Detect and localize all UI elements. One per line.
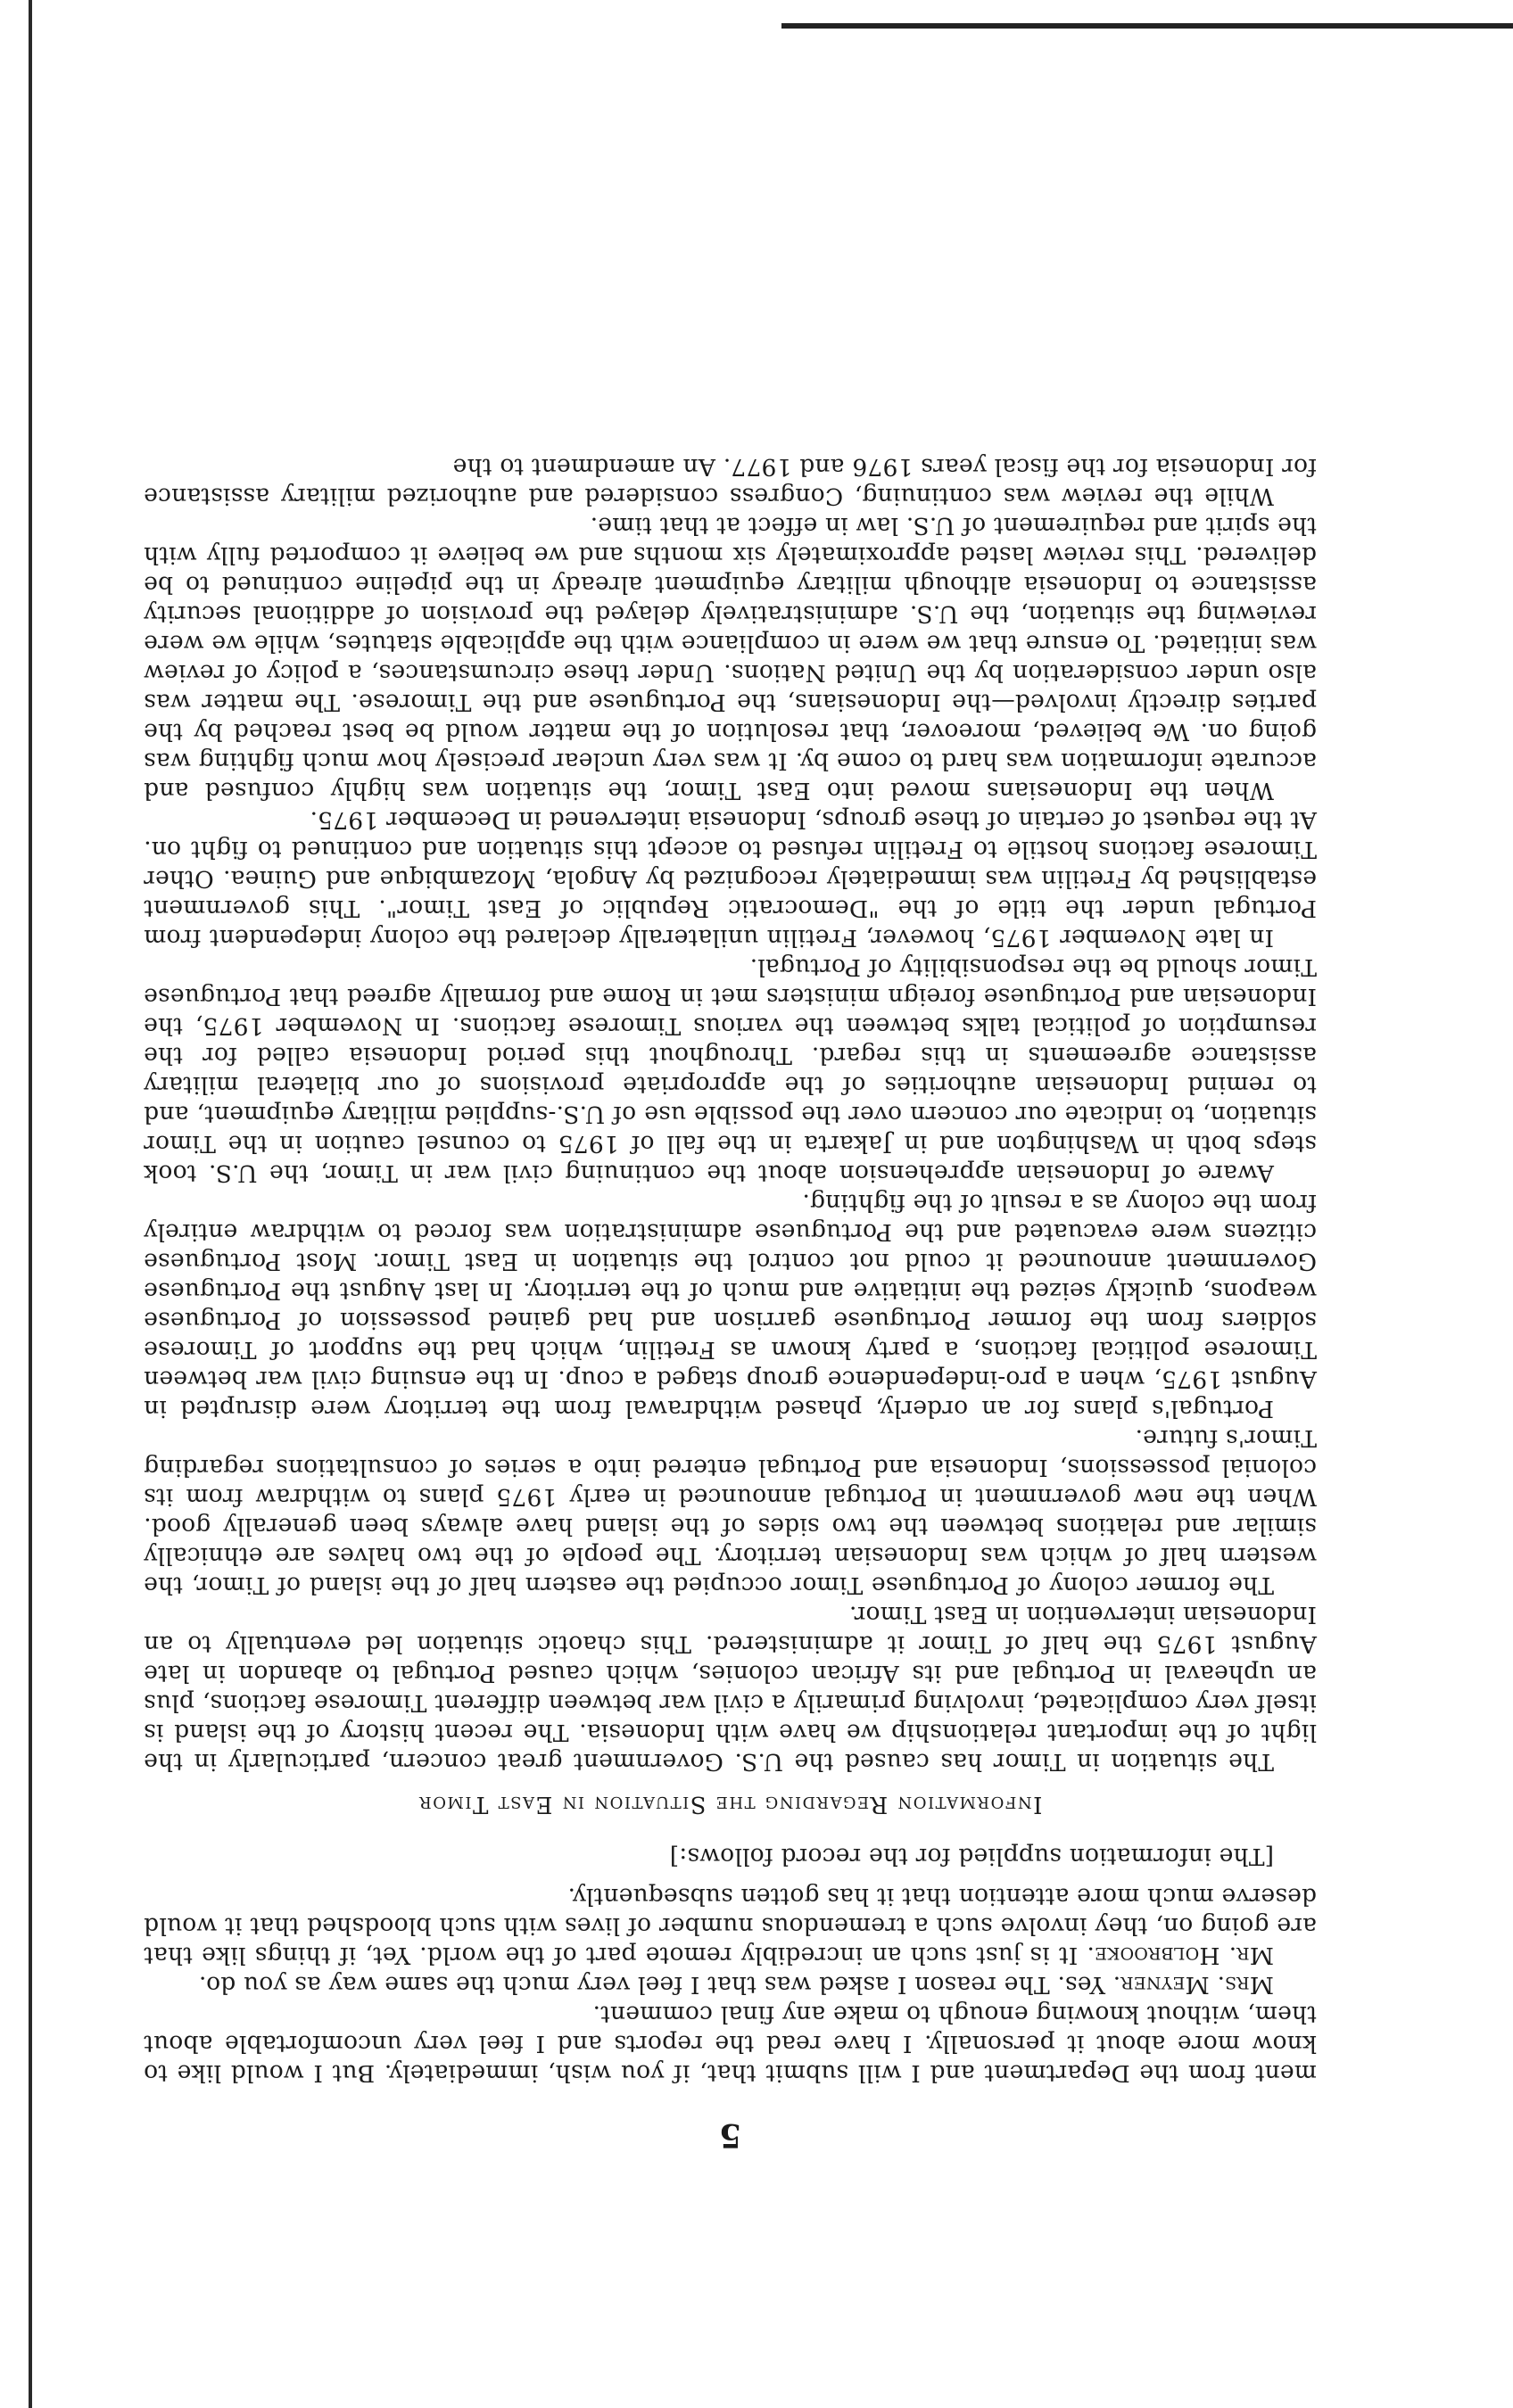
body-paragraph: In late November 1975, however, Fretilin unilaterally declared the colony independent from Portugal under the title of the "Democratic Republic of East Timor". This government established by Fretilin was immediately recognized by Angola, Mozambique and Guinea. Other Timorese factions hostile to Fretilin refused to accept this situation and continued to fight on. At the request of certain of these groups, Indonesia intervened in December 1975. [144, 806, 1317, 952]
paragraph-continued: ment from the Department and I will submit that, if you wish, immediately. But I would like to know more about it personally. I have read the reports and I feel very uncomfortable about them, without knowing enough to make any final comment. [144, 2000, 1317, 2087]
dialogue-meyner [144, 1970, 1317, 2000]
speaker-name: Mr. Holbrooke. [1087, 1942, 1274, 1969]
dialogue-text: It is just such an incredibly remote part of the world. Yet, if things like that are going on, they involve such a tremendous number of lives with such bloodshed that it would deserve much more attention that it has gotten subsequently. [144, 1883, 1317, 1969]
scan-edge-shadow [29, 0, 32, 2408]
section-heading: Information Regarding the Situation in East Timor [418, 1791, 1043, 1818]
dialogue-holbrooke [144, 1882, 1317, 1970]
speaker-name: Mrs. Meyner. [1112, 1971, 1274, 1999]
record-note: [The information supplied for the record follows:] [669, 1843, 1274, 1870]
page-number: 5 [718, 2116, 742, 2154]
dialogue-text: Yes. The reason I asked was that I feel very much the same way as you do. [198, 1971, 1113, 1999]
body-paragraph: The former colony of Portuguese Timor occupied the eastern half of the island of Timor, the western half of which was Indonesian territory. The people of the two halves are ethnically similar and relations between the two sides of the island have always been generally good. When the new government in Portugal announced in early 1975 plans to withdraw from its colonial possessions, Indonesia and Portugal entered into a series of consultations regarding Timor's future. [144, 1424, 1317, 1599]
body-paragraph: When the Indonesians moved into East Timor, the situation was highly confused and accurate information was hard to come by. It was very unclear precisely how much fighting was going on. We believed, moreover, that resolution of the matter would be best reached by the parties directly involved—the Indonesians, the Portuguese and the Timorese. The matter was also under consideration by the United Nations. Under these circumstances, a policy of review was initiated. To ensure that we were in compliance with the applicable statutes, while we were reviewing the situation, the U.S. administratively delayed the provision of additional security assistance to Indonesia although military equipment already in the pipeline continued to be delivered. This review lasted approximately six months and we believe it comported fully with the spirit and requirement of U.S. law in effect at that time. [144, 512, 1317, 804]
scan-bottom-shadow [781, 23, 1513, 29]
body-paragraph: The situation in Timor has caused the U.S. Government great concern, particularly in the light of the important relationship we have with Indonesia. The recent history of the island is itself very complicated, involving primarily a civil war between different Timorese factions, plus an upheaval in Portugal and its African colonies, which caused Portugal to abandon in late August 1975 the half of Timor it administered. This chaotic situation led eventually to an Indonesian intervention in East Timor. [144, 1601, 1317, 1776]
body-paragraph: Aware of Indonesian apprehension about the continuing civil war in Timor, the U.S. took steps both in Washington and in Jakarta in the fall of 1975 to counsel caution in the Timor situation, to indicate our concern over the possible use of U.S.-supplied military equipment, and to remind Indonesian authorities of the appropriate provisions of our bilateral military assistance agreements in this regard. Throughout this period Indonesia called for the resumption of political talks between the various Timorese factions. In November 1975, the Indonesian and Portuguese foreign ministers met in Rome and formally agreed that Portuguese Timor should be the responsibility of Portugal. [144, 953, 1317, 1187]
body-paragraph: Portugal's plans for an orderly, phased withdrawal from the territory were disrupted in August 1975, when a pro-independence group staged a coup. In the ensuing civil war between Timorese political factions, a party known as Fretilin, which had the support of Timorese soldiers from the former Portuguese garrison and had gained possession of Portuguese weapons, quickly seized the initiative and much of the territory. In last August the Portuguese Government announced it could not control the situation in East Timor. Most Portuguese citizens were evacuated and the Portuguese administration was forced to withdraw entirely from the colony as a result of the fighting. [144, 1189, 1317, 1423]
document-text [144, 452, 1317, 2154]
body-paragraph: While the review was continuing, Congress considered and authorized military assistance for Indonesia for the fiscal years 1976 and 1977. An amendment to the [144, 453, 1317, 510]
